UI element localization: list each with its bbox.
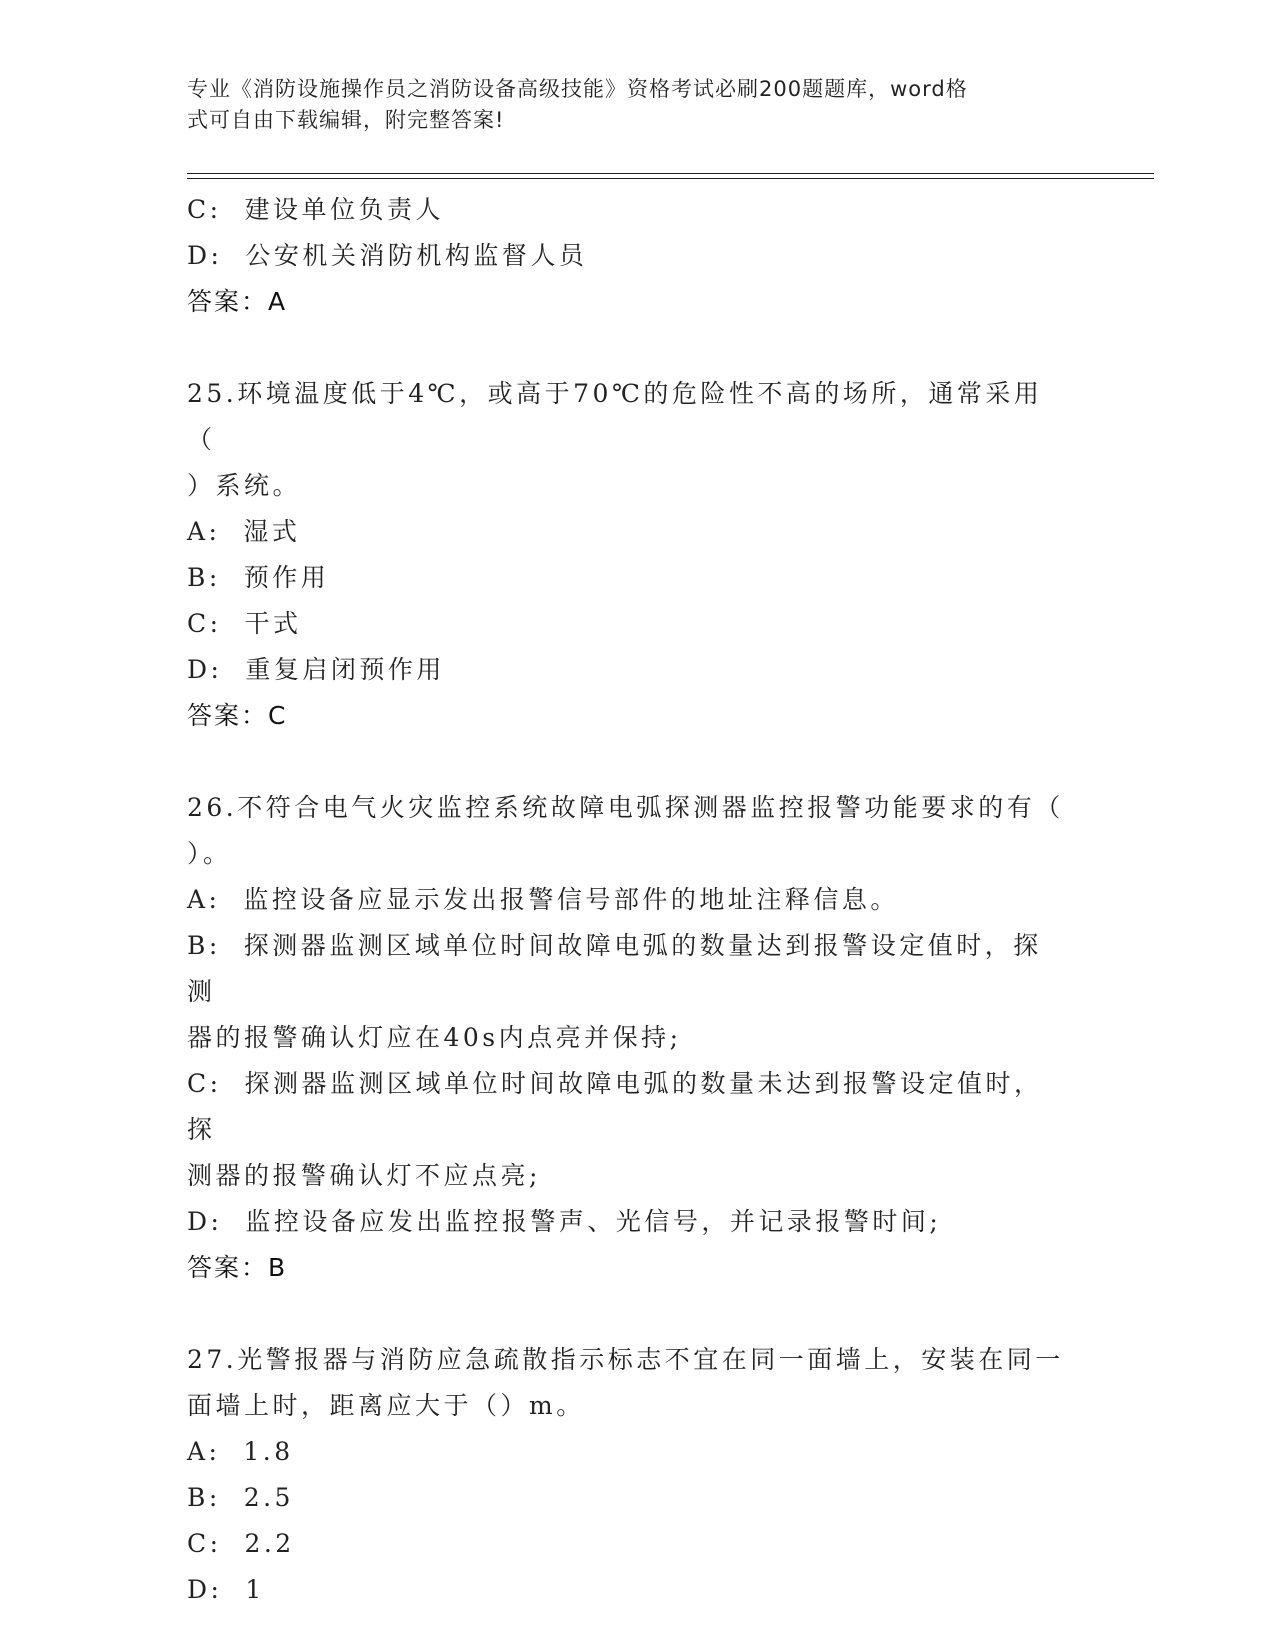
option-a: A: 1.8 xyxy=(187,1437,294,1466)
previous-question xyxy=(187,187,1067,325)
option-c: C: 探测器监测区域单位时间故障电弧的数量未达到报警设定值时，探 xyxy=(187,1069,1043,1144)
option-d: D: 监控设备应发出监控报警声、光信号，并记录报警时间; xyxy=(187,1207,942,1236)
option-b: B: 2.5 xyxy=(187,1483,294,1512)
header-line-2: 式可自由下载编辑，附完整答案! xyxy=(187,108,505,132)
question-stem: 25.环境温度低于4℃，或高于70℃的危险性不高的场所，通常采用（ xyxy=(187,379,1043,454)
option-b: B: 预作用 xyxy=(187,563,330,592)
option-d: D: 重复启闭预作用 xyxy=(187,655,445,684)
question-27 xyxy=(187,1337,1067,1613)
option-b-cont: 器的报警确认灯应在40s内点亮并保持; xyxy=(187,1023,682,1052)
answer-line: 答案：C xyxy=(187,701,288,730)
option-a: A: 湿式 xyxy=(187,517,301,546)
question-stem: 27.光警报器与消防应急疏散指示标志不宜在同一面墙上，安装在同一 xyxy=(187,1345,1064,1374)
question-stem-cont: ）系统。 xyxy=(187,471,302,500)
header-line-1: 专业《消防设施操作员之消防设备高级技能》资格考试必刷200题题库，word格 xyxy=(187,77,968,101)
header-rule-bottom xyxy=(187,178,1154,179)
option-c-cont: 测器的报警确认灯不应点亮; xyxy=(187,1161,541,1190)
option-d: D: 1 xyxy=(187,1575,265,1604)
option-c: C: 建设单位负责人 xyxy=(187,195,444,224)
answer-line: 答案：A xyxy=(187,287,288,316)
question-26 xyxy=(187,785,1067,1291)
question-25 xyxy=(187,371,1067,739)
answer-line: 答案：B xyxy=(187,1253,288,1282)
option-d: D: 公安机关消防机构监督人员 xyxy=(187,241,588,270)
question-stem-cont: ）。 xyxy=(187,839,232,868)
question-list xyxy=(187,187,1067,1613)
option-a: A: 监控设备应显示发出报警信号部件的地址注释信息。 xyxy=(187,885,899,914)
header-rule-top xyxy=(187,173,1154,174)
option-b: B: 探测器监测区域单位时间故障电弧的数量达到报警设定值时，探测 xyxy=(187,931,1042,1006)
question-stem: 26.不符合电气火灾监控系统故障电弧探测器监控报警功能要求的有（ xyxy=(187,793,1064,822)
option-c: C: 干式 xyxy=(187,609,302,638)
option-c: C: 2.2 xyxy=(187,1529,295,1558)
document-header xyxy=(187,74,1077,136)
question-stem-cont: 面墙上时，距离应大于（）m。 xyxy=(187,1391,585,1420)
